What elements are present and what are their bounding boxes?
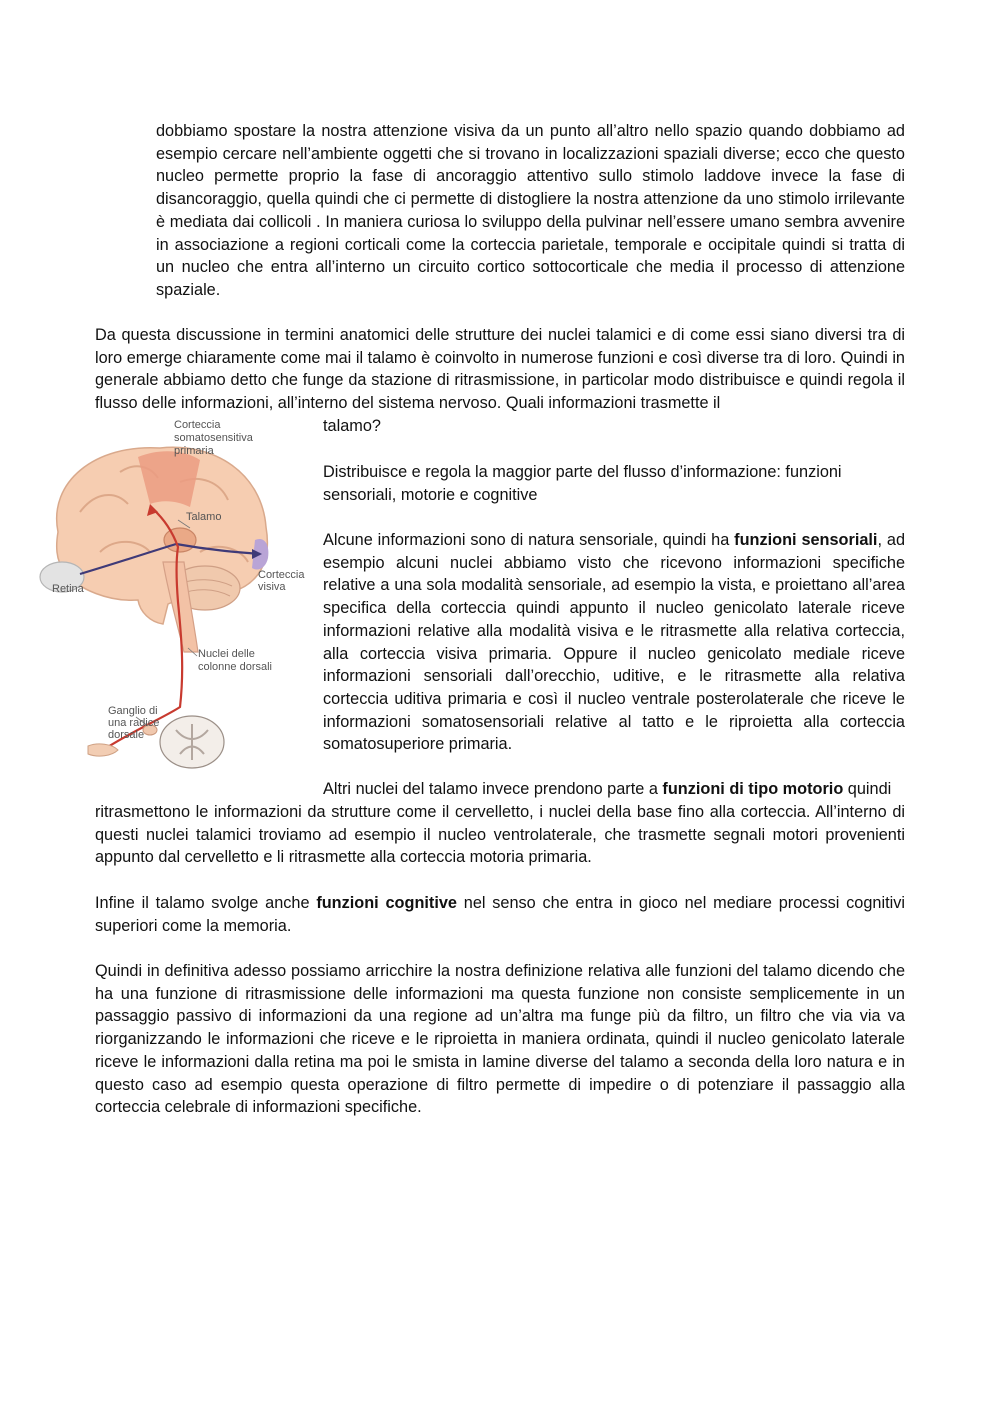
paragraph-cognitive-functions [95,892,905,937]
label-ganglion-2: una radice [108,717,160,729]
label-dorsal-nuclei-2: colonne dorsali [198,661,272,673]
label-dorsal-nuclei-1: Nuclei delle [198,648,255,660]
label-visual-cortex-1: Corteccia [258,569,305,581]
sensory-bold-term: funzioni sensoriali [734,531,878,549]
cognitive-text-after: nel senso che entra in gioco nel mediare processi cognitivi superiori come la memoria. [95,894,905,935]
paragraph-motor-line1 [323,778,905,801]
cognitive-text-before: Infine il talamo svolge anche [95,894,317,912]
brain-pathway-figure [0,412,313,800]
paragraph-question-end: talamo? [323,417,381,435]
label-somatosensory-cortex-1: Corteccia [174,419,221,431]
label-ganglion-3: dorsale [108,729,145,741]
cognitive-bold-term: funzioni cognitive [316,894,457,912]
motor-bold-term: funzioni di tipo motorio [662,780,844,798]
paragraph-motor-functions: ritrasmettono le informazioni da strutture come il cervelletto, i nuclei della base fino alla corteccia. All’interno di questi nuclei talamici troviamo ad esempio il nucleo ventrolaterale, che trasmette segnali motori provenienti appunto dal cervelletto e li ritrasmette alla corteccia motoria primaria. [95,803,905,867]
paragraph-summary: Distribuisce e regola la maggior parte del flusso d’informazione: funzioni sensoriali, motorie e cognitive [323,463,842,504]
motor-text-after: quindi [843,780,892,798]
sensory-text-after: , ad esempio alcuni nuclei abbiamo visto che ricevono informazioni specifiche relative a una sola modalità sensoriale, ad esempio la vista, e proiettano all’area specifica della corteccia quindi appunto il nucleo genicolato laterale riceve informazioni relative alla modalità visiva e le ritrasmette alla relativa corteccia, alla corteccia visiva primaria. Oppure il nucleo genicolato mediale riceve informazioni sensoriali dall’orecchio, uditive, e le ritrasmette alla relativa corteccia uditiva primaria e così il nucleo ventrale posterolaterale che riceve le informazioni somatosensoriali relative al tatto e le riproietta alla corteccia somatosuperiore primaria. [323,531,905,754]
sensory-text-before: Alcune informazioni sono di natura sensoriale, quindi ha [323,531,735,549]
label-thalamus: Talamo [186,511,222,523]
paragraph-conclusion-filter: Quindi in definitiva adesso possiamo arricchire la nostra definizione relativa alle funzioni del talamo dicendo che ha una funzione di ritrasmissione delle informazioni ma questa funzione non consiste semplicemente in un passaggio passivo di informazioni da una regione ad un’altra ma funge più da filtro, un filtro che via via va riorganizzando le informazioni che riceve e le riproietta in maniera ordinata, quindi il nucleo genicolato laterale riceve le informazioni dalla retina ma poi le smista in lamine diverse del talamo a seconda della loro natura e in questo caso ad esempio questa operazione di filtro permette di impedire o di potenziare il passaggio alla corteccia celebrale di informazioni specifiche. [95,962,905,1117]
label-visual-cortex-2: visiva [258,581,286,593]
paragraph-sensory-functions [323,529,905,756]
paragraph-pulvinar-attention: dobbiamo spostare la nostra attenzione visiva da un punto all’altro nello spazio quando dobbiamo ad esempio cercare nell’ambiente oggetti che si trovano in localizzazioni spaziali diverse; ecco che questo nucleo permette proprio la fase di ancoraggio attentivo sullo stimolo laddove invece la fase di disancoraggio, quella quindi che ci permette di distogliere la nostra attenzione da uno stimolo irrilevante è mediata dai collicoli . In maniera curiosa lo sviluppo della pulvinar nell’essere umano sembra avvenire in associazione a regioni corticali come la corteccia parietale, temporale e occipitale quindi si tratta di un nucleo che entra all’interno un circuito cortico sottocorticale che media il processo di attenzione spaziale. [156,122,905,299]
motor-text-before: Altri nuclei del talamo invece prendono parte a [323,780,663,798]
label-ganglion-1: Ganglio di [108,705,158,717]
label-somatosensory-cortex-2: somatosensitiva [174,432,253,444]
thalamus-shape [164,528,196,552]
label-retina: Retina [52,583,84,595]
label-somatosensory-cortex-3: primaria [174,445,214,457]
brain-diagram [0,412,313,800]
paragraph-thalamus-overview: Da questa discussione in termini anatomici delle strutture dei nuclei talamici e di come essi siano diversi tra di loro emerge chiaramente come mai il talamo è coinvolto in numerose funzioni e così diverse tra di loro. Quindi in generale abbiamo detto che funge da stazione di ritrasmissione, in particolar modo distribuisce e quindi regola il flusso delle informazioni, all’interno del sistema nervoso. Quali informazioni trasmette il [95,326,905,413]
